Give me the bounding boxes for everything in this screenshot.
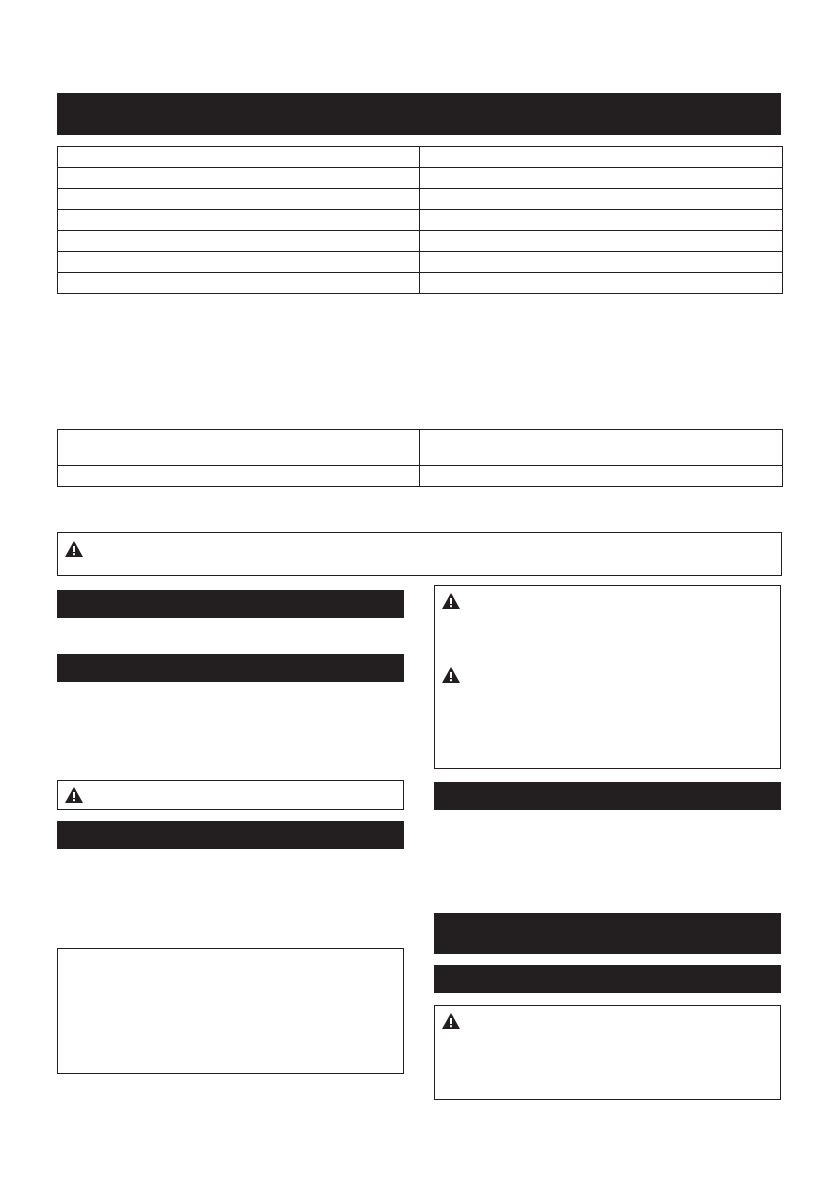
warning-item [441, 592, 461, 615]
secondary-table [57, 429, 783, 487]
page-title-bar [57, 93, 781, 135]
table-cell [420, 189, 783, 210]
section-heading [434, 965, 781, 993]
table-cell [58, 210, 420, 231]
warning-box [434, 585, 781, 769]
table-row [58, 273, 783, 294]
warning-triangle-icon [441, 1012, 461, 1030]
table-cell [58, 252, 420, 273]
warning-triangle-icon [441, 666, 461, 684]
chapter-heading [434, 913, 781, 954]
table-row [58, 252, 783, 273]
section-heading [434, 782, 781, 810]
table-cell [420, 466, 783, 487]
specification-table [57, 146, 783, 294]
table-cell [58, 466, 420, 487]
table-cell [420, 273, 783, 294]
table-cell [58, 273, 420, 294]
table-cell [420, 231, 783, 252]
table-row [58, 147, 783, 168]
warning-item [441, 666, 461, 689]
table-cell [58, 430, 420, 466]
table-row [58, 430, 783, 466]
table-row [58, 210, 783, 231]
table-row [58, 466, 783, 487]
table-row [58, 189, 783, 210]
warning-box [434, 1005, 781, 1100]
section-heading [57, 590, 404, 618]
note-box [57, 948, 404, 1074]
warning-banner [57, 532, 782, 576]
warning-triangle-icon [64, 540, 84, 558]
table-cell [58, 189, 420, 210]
table-cell [58, 231, 420, 252]
table-cell [420, 147, 783, 168]
warning-triangle-icon [441, 592, 461, 610]
table-cell [420, 210, 783, 231]
table-cell [420, 430, 783, 466]
table-row [58, 231, 783, 252]
table-cell [420, 168, 783, 189]
warning-triangle-icon [64, 786, 84, 804]
table-cell [58, 147, 420, 168]
section-heading [57, 654, 404, 682]
warning-box [57, 780, 404, 810]
section-heading [57, 821, 404, 849]
table-cell [58, 168, 420, 189]
table-row [58, 168, 783, 189]
table-cell [420, 252, 783, 273]
